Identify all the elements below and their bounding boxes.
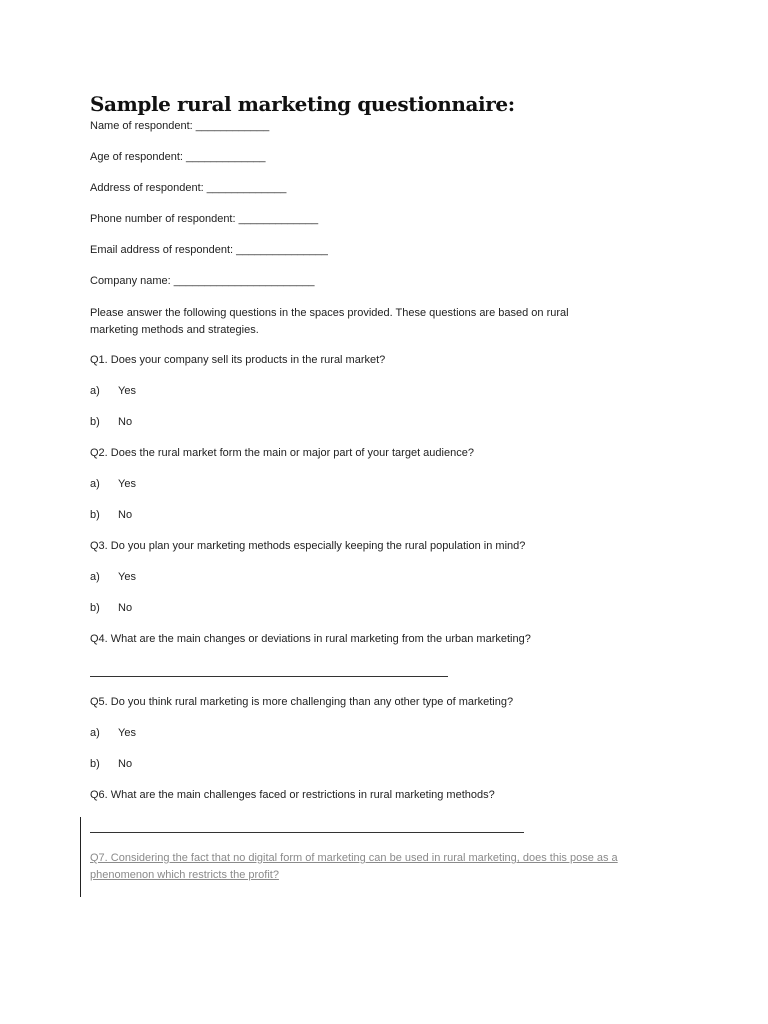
option-label: a) xyxy=(90,571,100,583)
option-label: b) xyxy=(90,602,100,614)
q6-answer-line xyxy=(90,832,524,833)
email-field: Email address of respondent: _______________ xyxy=(90,244,328,256)
question-3: Q3. Do you plan your marketing methods especially keeping the rural population in mind? xyxy=(90,540,526,552)
question-1: Q1. Does your company sell its products in the rural market? xyxy=(90,354,386,366)
option-label: b) xyxy=(90,509,100,521)
q3-option-a xyxy=(90,571,136,583)
option-label: a) xyxy=(90,727,100,739)
q5-option-a xyxy=(90,727,136,739)
phone-field: Phone number of respondent: _____________ xyxy=(90,213,319,225)
option-text: Yes xyxy=(118,571,136,583)
intro-paragraph: Please answer the following questions in the spaces provided. These questions are based on rural marketing methods and strategies. xyxy=(90,307,569,336)
option-label: a) xyxy=(90,478,100,490)
option-text: No xyxy=(118,602,133,614)
age-field: Age of respondent: _____________ xyxy=(90,151,266,163)
revision-change-bar xyxy=(80,817,81,897)
question-5: Q5. Do you think rural marketing is more challenging than any other type of marketing? xyxy=(90,696,514,708)
name-field: Name of respondent: ____________ xyxy=(90,120,270,132)
q2-option-a xyxy=(90,478,136,490)
q5-option-b xyxy=(90,758,132,770)
question-4: Q4. What are the main changes or deviations in rural marketing from the urban marketing? xyxy=(90,633,531,645)
question-2: Q2. Does the rural market form the main or major part of your target audience? xyxy=(90,447,474,459)
option-text: No xyxy=(118,416,133,428)
question-7: Q7. Considering the fact that no digital form of marketing can be used in rural marketing, does this pose as a phenomenon which restricts the profit? xyxy=(90,852,618,881)
company-field: Company name: _______________________ xyxy=(90,275,315,287)
option-text: Yes xyxy=(118,385,136,397)
option-text: No xyxy=(118,758,133,770)
q1-option-b xyxy=(90,416,132,428)
page-title: Sample rural marketing questionnaire: xyxy=(90,92,515,116)
option-text: No xyxy=(118,509,133,521)
q1-option-a xyxy=(90,385,136,397)
option-text: Yes xyxy=(118,478,136,490)
option-label: a) xyxy=(90,385,100,397)
q2-option-b xyxy=(90,509,132,521)
option-label: b) xyxy=(90,758,100,770)
questionnaire-page xyxy=(90,90,690,881)
q4-answer-line xyxy=(90,676,448,677)
option-text: Yes xyxy=(118,727,136,739)
question-6: Q6. What are the main challenges faced or restrictions in rural marketing methods? xyxy=(90,789,495,801)
address-field: Address of respondent: _____________ xyxy=(90,182,287,194)
option-label: b) xyxy=(90,416,100,428)
q3-option-b xyxy=(90,602,132,614)
